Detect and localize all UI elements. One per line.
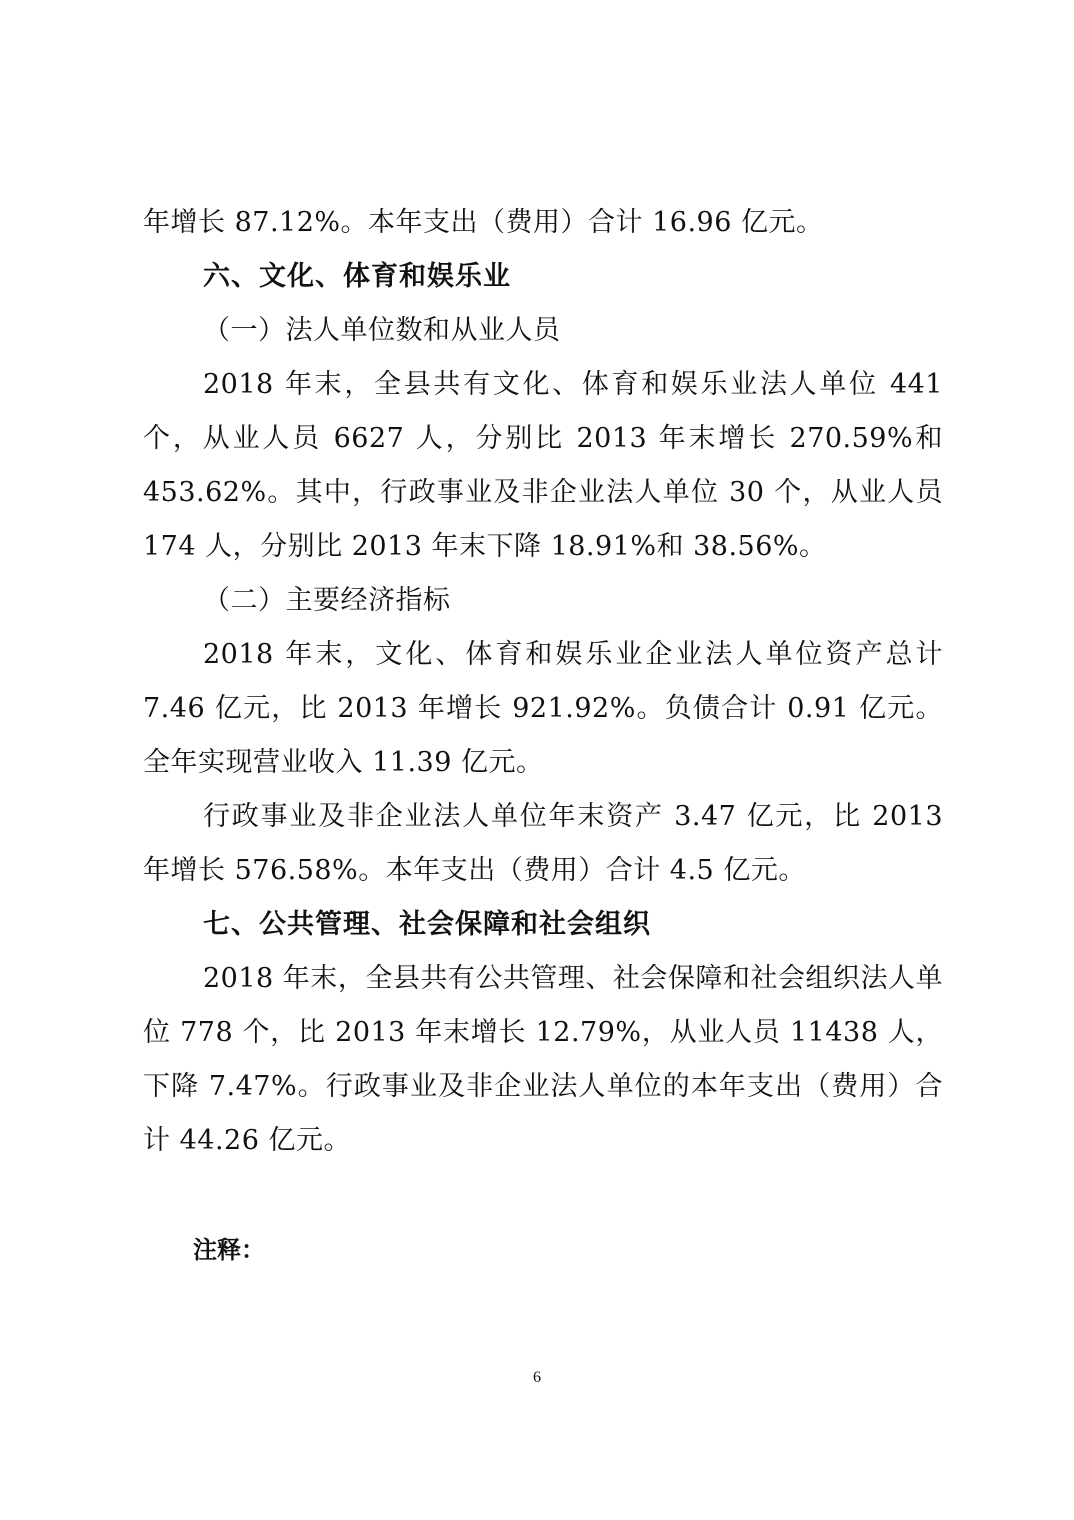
- paragraph-continued: 年增长 87.12%。本年支出（费用）合计 16.96 亿元。: [143, 207, 824, 238]
- paragraph-public-management: 2018 年末，全县共有公共管理、社会保障和社会组织法人单位 778 个，比 2013 年末增长 12.79%，从业人员 11438 人，下降 7.47%。行政事业及非企业法人单位的本年支出（费用）合计 44.26 亿元。: [143, 963, 943, 1156]
- paragraph-units: 2018 年末，全县共有文化、体育和娱乐业法人单位 441 个，从业人员 6627 人，分别比 2013 年末增长 270.59%和 453.62%。其中，行政事业及非企业法人单位 30 个，从业人员 174 人，分别比 2013 年末下降 18.91%和 38.56%。: [143, 369, 943, 562]
- subsection-heading-indicators: （二）主要经济指标: [203, 585, 451, 616]
- paragraph-nonenterprise-assets: 行政事业及非企业法人单位年末资产 3.47 亿元，比 2013 年增长 576.58%。本年支出（费用）合计 4.5 亿元。: [143, 801, 943, 886]
- note-label: 注释：: [193, 1236, 265, 1264]
- document-body: [143, 196, 943, 1168]
- page-number: 6: [533, 1369, 541, 1386]
- subsection-heading-units: （一）法人单位数和从业人员: [203, 315, 561, 346]
- paragraph-enterprise-assets: 2018 年末，文化、体育和娱乐业企业法人单位资产总计 7.46 亿元，比 2013 年增长 921.92%。负债合计 0.91 亿元。全年实现营业收入 11.39 亿元。: [143, 639, 943, 778]
- section-heading-public-management: 七、公共管理、社会保障和社会组织: [203, 909, 651, 940]
- section-heading-culture: 六、文化、体育和娱乐业: [203, 261, 511, 292]
